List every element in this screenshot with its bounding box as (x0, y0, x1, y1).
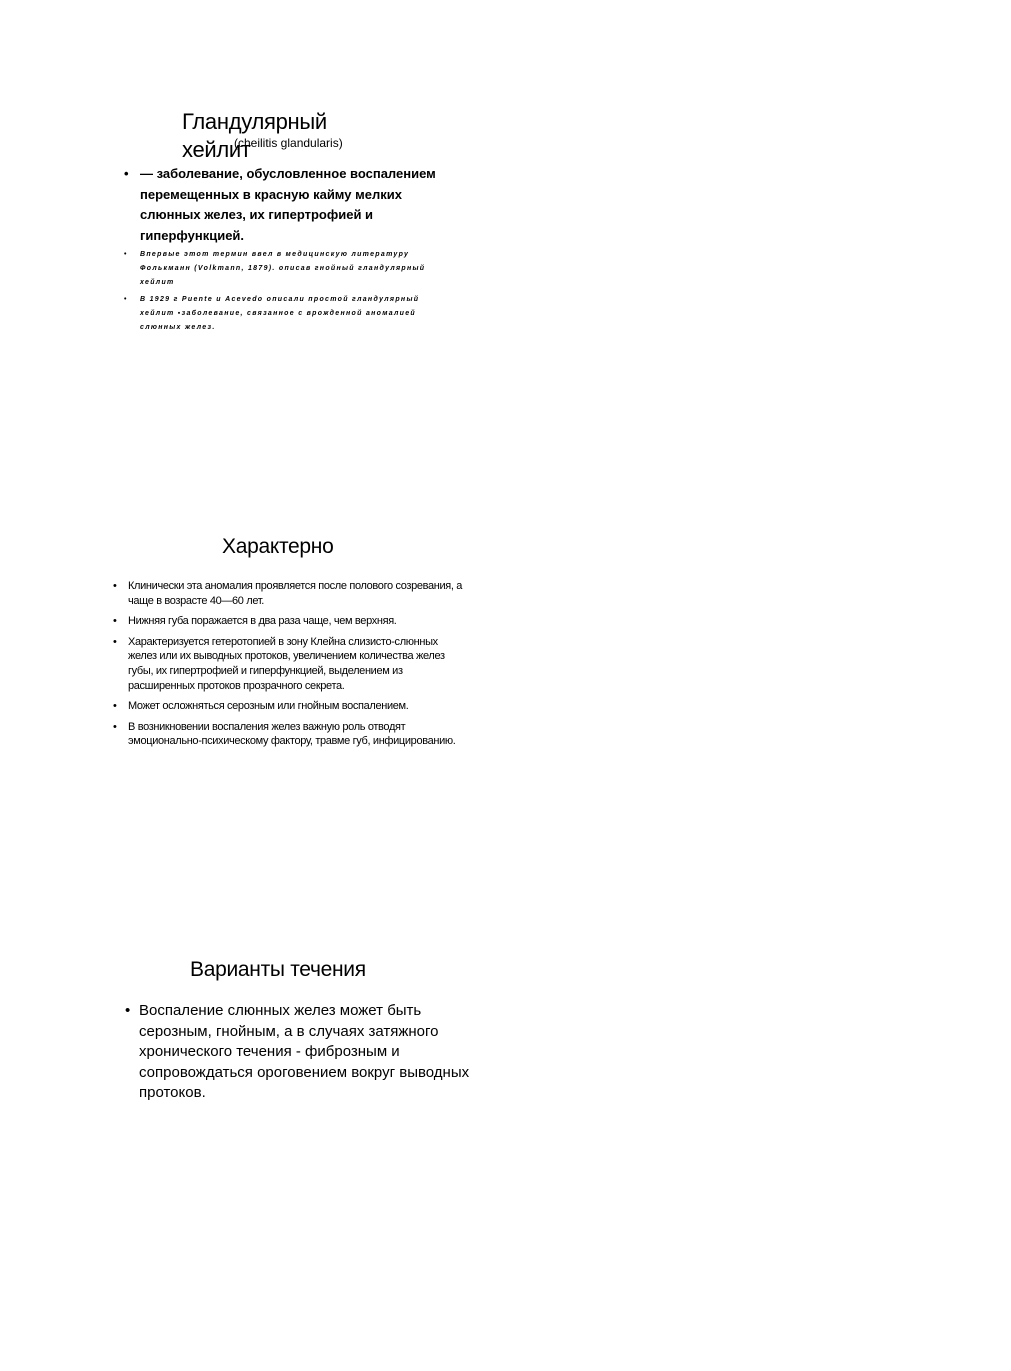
bullet-icon: • (124, 166, 129, 181)
bullet-text: Характеризуется гетеротопией в зону Клейна слизисто-слюнных желез или их выводных протоков, увеличением количества желез губы, их гипертрофией и гиперфункцией, выделением из расширенных протоков прозрачного секрета. (128, 635, 445, 692)
bullet-icon: • (113, 720, 117, 733)
list-item (125, 1001, 470, 1104)
list-item (124, 164, 464, 246)
bullet-icon: • (125, 1002, 131, 1019)
list-item (124, 248, 454, 290)
bullet-text: В 1929 г Puente и Acevedo описали простой гландулярный хейлит ▪заболевание, связанное с врожденной аномалией слюнных желез. (140, 296, 420, 331)
bullet-text: Нижняя губа поражается в два раза чаще, чем верхняя. (128, 615, 397, 628)
bullet-icon: • (124, 251, 128, 258)
main-bullet-list (124, 164, 464, 246)
bullet-text: Впервые этот термин ввел в медицинскую литературу Фолькманн (Volkmann, 1879). описав гнойный гландулярный хейлит (140, 251, 426, 286)
bullet-icon: • (124, 296, 128, 303)
bullet-text: Воспаление слюнных желез может быть серозным, гнойным, а в случаях затяжного хронического течения - фиброзным и сопровождаться ороговением вокруг выводных протоков. (139, 1002, 470, 1102)
bullet-text: Клинически эта аномалия проявляется после полового созревания, а чаще в возрасте 40—60 лет. (128, 580, 463, 607)
list-item (113, 635, 463, 693)
slide-title: Варианты течения (190, 958, 366, 981)
slide-title: Гландулярный хейлит (182, 109, 327, 162)
bullet-list (125, 1001, 470, 1104)
bullet-icon: • (113, 700, 117, 713)
bullet-text: Может осложняться серозным или гнойным воспалением. (128, 700, 409, 713)
bullet-icon: • (113, 635, 117, 648)
bullet-text: — заболевание, обусловленное воспалением перемещенных в красную кайму мелких слюнных желез, их гипертрофией и гиперфункцией. (140, 166, 436, 243)
history-bullet-list (124, 248, 454, 338)
bullet-icon: • (113, 615, 117, 628)
list-item (113, 579, 463, 608)
list-item (113, 720, 463, 749)
slide-title: Характерно (222, 535, 334, 558)
list-item (124, 293, 454, 335)
bullet-text: В возникновении воспаления желез важную роль отводят эмоционально-психическому фактору, травме губ, инфицированию. (128, 720, 456, 748)
slide-subtitle: (cheilitis glandularis) (234, 136, 343, 150)
bullet-list (113, 579, 463, 755)
list-item (113, 699, 463, 714)
list-item (113, 614, 463, 629)
bullet-icon: • (113, 580, 117, 592)
